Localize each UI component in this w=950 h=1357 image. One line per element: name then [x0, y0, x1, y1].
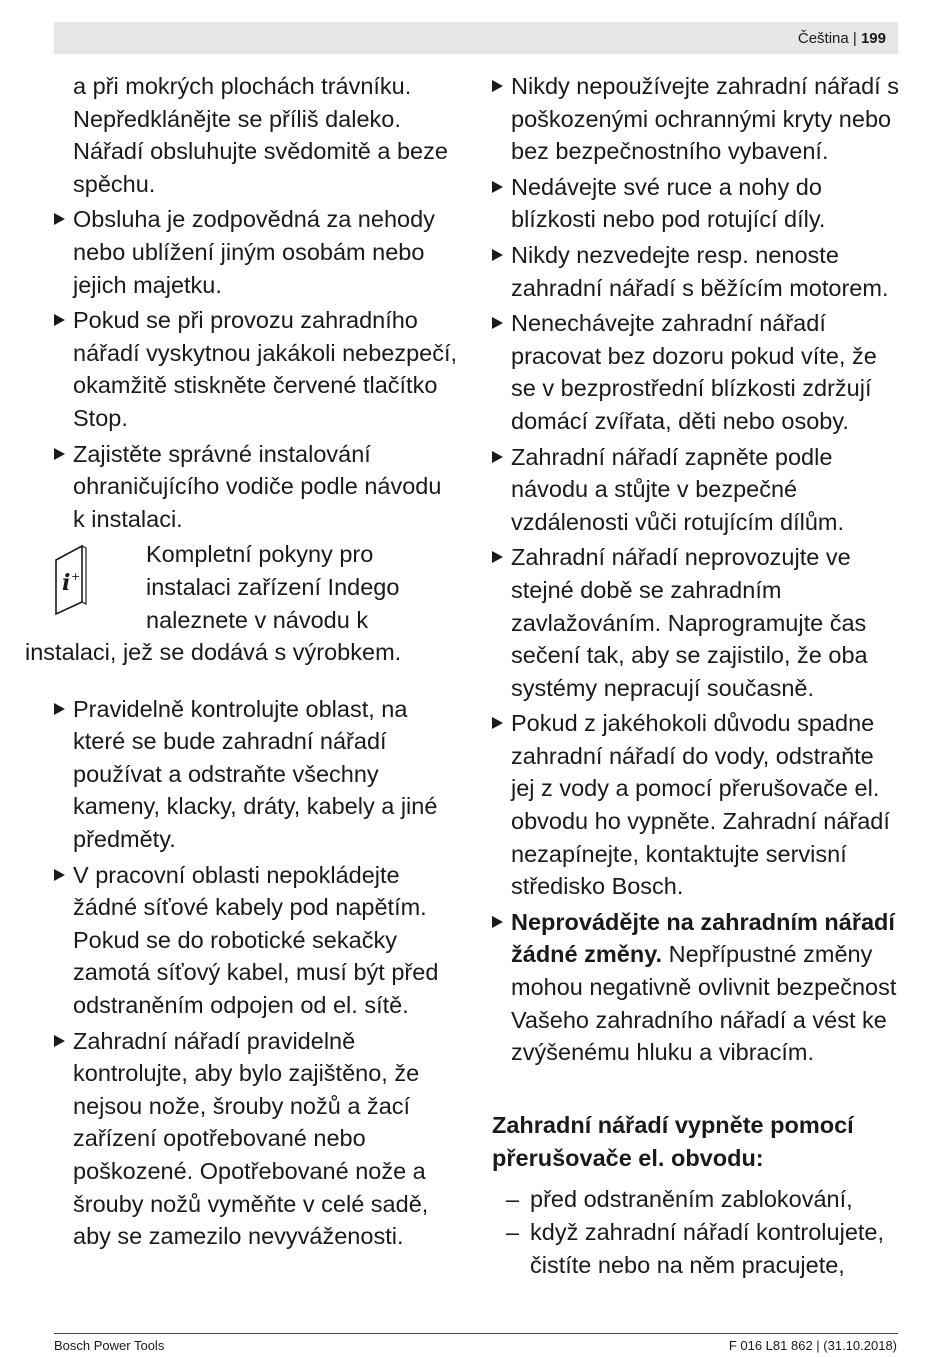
triangle-bullet-icon — [492, 451, 503, 463]
list-item: Pokud z jakéhokoli důvodu spadne zahradní nářadí do vody, odstraňte jej z vody a pomocí přerušovače el. obvodu ho vypněte. Zahradní nářadí nezapínejte, kontaktujte servisní středisko Bosch. — [492, 707, 902, 903]
dash-marker: – — [506, 1219, 520, 1246]
triangle-bullet-icon — [492, 181, 503, 193]
svg-text:i: i — [62, 570, 71, 597]
triangle-bullet-icon — [492, 317, 503, 329]
list-item: Pokud se při provozu zahradního nářadí vyskytnou jakákoli nebezpečí, okamžitě stiskněte červené tlačítko Stop. — [54, 304, 459, 434]
list-item: Zajistěte správné instalování ohraničujícího vodiče podle návodu k instalaci. — [54, 438, 459, 536]
warning-bold-text: Neprovádějte na zahradním nářadí žádné změny. — [511, 908, 895, 968]
triangle-bullet-icon — [54, 703, 65, 715]
page-number: 199 — [860, 30, 886, 47]
triangle-bullet-icon — [54, 448, 65, 460]
triangle-bullet-icon — [492, 717, 503, 729]
triangle-bullet-icon — [492, 916, 503, 928]
bullet-list-2 — [54, 693, 459, 1253]
bullet-list-1 — [54, 203, 459, 535]
list-item: – když zahradní nářadí kontrolujete, čistíte nebo na něm pracujete, — [492, 1216, 902, 1281]
list-item: – před odstraněním zablokování, — [492, 1183, 902, 1216]
list-item: V pracovní oblasti nepokládejte žádné síťové kabely pod napětím. Pokud se do robotické sekačky zamotá síťový kabel, musí být před odstraněním odpojen od el. sítě. — [54, 859, 459, 1022]
list-item: Pravidelně kontrolujte oblast, na které se bude zahradní nářadí používat a odstraňte všechny kameny, klacky, dráty, kabely a jiné předměty. — [54, 693, 459, 856]
triangle-bullet-icon — [54, 1035, 65, 1047]
installation-note — [25, 538, 459, 668]
right-column — [492, 70, 902, 1283]
list-item: Zahradní nářadí neprovozujte ve stejné době se zahradním zavlažováním. Naprogramujte čas sečení tak, aby se zajistilo, že oba systémy nepracují současně. — [492, 541, 902, 704]
list-item: Zahradní nářadí zapněte podle návodu a stůjte v bezpečné vzdálenosti vůči rotujícím dílům. — [492, 441, 902, 539]
note-line: instalaci zařízení Indego — [146, 573, 400, 600]
section-heading: Zahradní nářadí vypněte pomocí přerušovače el. obvodu: — [492, 1111, 854, 1171]
footer-divider — [54, 1333, 898, 1334]
header-separator: | — [852, 30, 857, 47]
list-item: Nedávejte své ruce a nohy do blízkosti nebo pod rotující díly. — [492, 171, 902, 236]
list-item: Zahradní nářadí pravidelně kontrolujte, aby bylo zajištěno, že nejsou nože, šrouby nožů a žací zařízení opotřebované nebo poškozené. Opotřebované nože a šrouby nožů vyměňte v celé sadě, aby se zamezilo nevyváženosti. — [54, 1025, 459, 1253]
page-header-bar — [54, 22, 898, 54]
note-line: instalaci, jež se dodává s výrobkem. — [25, 639, 402, 666]
dash-marker: – — [506, 1185, 520, 1212]
triangle-bullet-icon — [492, 551, 503, 563]
left-column — [25, 70, 459, 1256]
svg-text:+: + — [71, 570, 81, 584]
bullet-list-3 — [492, 70, 902, 1069]
list-item: Nikdy nepoužívejte zahradní nářadí s poškozenými ochrannými kryty nebo bez bezpečnostního vybavení. — [492, 70, 902, 168]
warning-rest-text: Nepřípustné změny mohou negativně ovlivnit bezpečnost Vašeho zahradního nářadí a vést ke zvýšenému hluku a vibracím. — [511, 941, 897, 1066]
info-manual-icon — [54, 542, 88, 616]
footer-doc-number: F 016 L81 862 | (31.10.2018) — [728, 1338, 897, 1353]
triangle-bullet-icon — [54, 314, 65, 326]
note-line: naleznete v návodu k — [146, 606, 369, 633]
dash-list — [492, 1183, 902, 1282]
triangle-bullet-icon — [492, 249, 503, 261]
page-header — [798, 30, 886, 47]
list-item: Nikdy nezvedejte resp. nenoste zahradní nářadí s běžícím motorem. — [492, 239, 902, 304]
triangle-bullet-icon — [54, 869, 65, 881]
header-language: Čeština — [797, 30, 849, 47]
continuation-paragraph: a při mokrých plochách trávníku. Nepředklánějte se příliš daleko. Nářadí obsluhujte svědomitě a beze spěchu. — [73, 73, 448, 197]
triangle-bullet-icon — [54, 213, 65, 225]
list-item: Obsluha je zodpovědná za nehody nebo ublížení jiným osobám nebo jejich majetku. — [54, 203, 459, 301]
triangle-bullet-icon — [492, 80, 503, 92]
list-item-warning — [492, 906, 902, 1069]
footer-brand: Bosch Power Tools — [54, 1338, 165, 1353]
list-item: Nenechávejte zahradní nářadí pracovat bez dozoru pokud víte, že se v bezprostřední blízkosti zdržují domácí zvířata, děti nebo osoby. — [492, 307, 902, 437]
note-line: Kompletní pokyny pro — [146, 541, 374, 568]
